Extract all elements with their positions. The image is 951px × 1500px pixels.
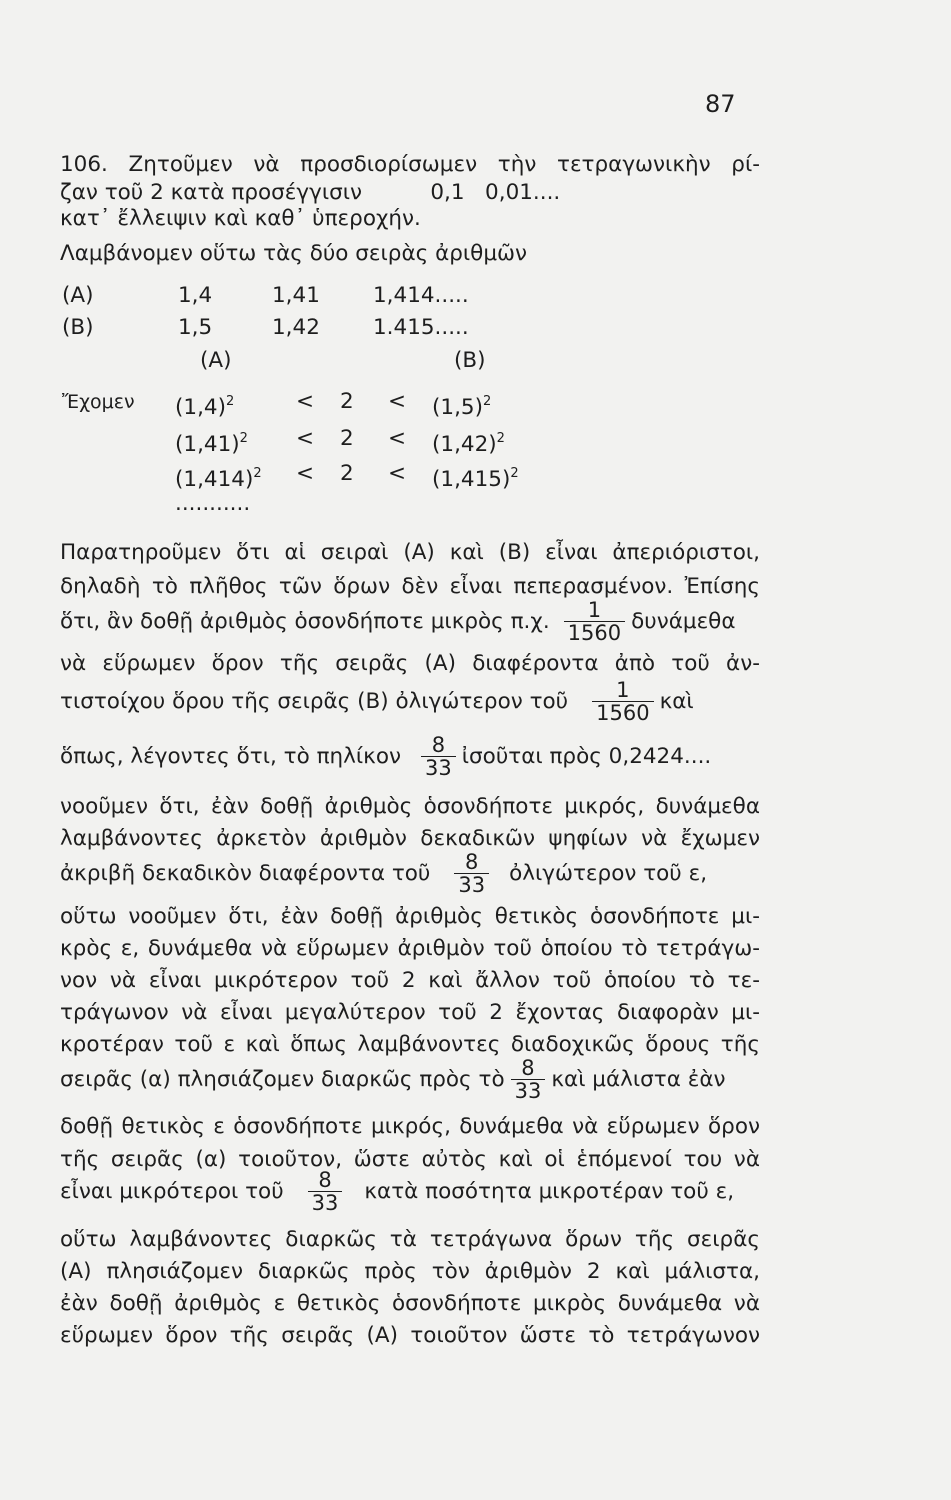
text-line	[60, 733, 760, 781]
fraction	[421, 735, 456, 779]
text-line: νὰ εὕρωμεν ὅρον τῆς σειρᾶς (A) διαφέροντα ἀπὸ τοῦ ἀν-	[60, 651, 760, 676]
text-line: Λαμβάνομεν οὕτω τὰς δύο σειρὰς ἀριθμῶν	[60, 241, 528, 266]
fraction-denominator: 33	[308, 1191, 343, 1214]
fraction	[564, 600, 625, 644]
text-line: (A) πλησιάζομεν διαρκῶς πρὸς τὸν ἀριθμὸν 2 καὶ μάλιστα,	[60, 1259, 760, 1284]
number-two: 2	[340, 461, 354, 486]
fraction-denominator: 33	[511, 1079, 546, 1102]
compare-right: $(1,5)^2$	[432, 394, 492, 420]
text-segment: καὶ μάλιστα ἐὰν	[551, 1067, 726, 1092]
fraction-numerator: 1	[616, 678, 630, 702]
text-line: λαμβάνοντες ἀρκετὸν ἀριθμὸν δεκαδικῶν ψηφίων νὰ ἔχωμεν	[60, 826, 760, 851]
text-line: νον νὰ εἶναι μικρότερον τοῦ 2 καὶ ἄλλον τοῦ ὁποίου τὸ τε-	[60, 968, 760, 993]
text-line: ἐὰν δοθῇ ἀριθμὸς ε θετικὸς ὁσονδήποτε μικρὸς δυνάμεθα νὰ	[60, 1291, 760, 1316]
continuation-dots: ...........	[175, 491, 251, 516]
text-segment: καὶ	[659, 689, 694, 714]
text-line	[60, 676, 760, 728]
text-line: κρὸς ε, δυνάμεθα νὰ εὕρωμεν ἀριθμὸν τοῦ ὁποίου τὸ τετράγω-	[60, 936, 760, 961]
number-two: 2	[340, 389, 354, 414]
less-than: <	[296, 461, 315, 486]
series-b-value: 1.415.....	[373, 315, 469, 340]
compare-left: $(1,4)^2$	[175, 394, 235, 420]
text-segment: τιστοίχου ὅρου τῆς σειρᾶς (B) ὀλιγώτερον τοῦ	[60, 689, 569, 714]
text-segment: ἰσοῦται πρὸς 0,2424....	[461, 744, 712, 769]
fraction-denominator: 1560	[564, 621, 625, 644]
lead-word: Ἔχομεν	[62, 391, 135, 413]
text-segment: σειρᾶς (α) πλησιάζομεν διαρκῶς πρὸς τὸ	[60, 1067, 505, 1092]
text-line: κατ᾽ ἔλλειψιν καὶ καθ᾽ ὑπεροχήν.	[60, 206, 421, 231]
less-than: <	[296, 389, 315, 414]
text-segment: κατὰ ποσότητα μικροτέραν τοῦ ε,	[364, 1179, 735, 1204]
text-line: οὕτω νοοῦμεν ὅτι, ἐὰν δοθῇ ἀριθμὸς θετικὸς ὁσονδήποτε μι-	[60, 904, 760, 929]
less-than: <	[388, 389, 407, 414]
less-than: <	[296, 426, 315, 451]
text-line	[60, 1056, 760, 1104]
fraction-denominator: 33	[454, 873, 489, 896]
text-segment: εἶναι μικρότεροι τοῦ	[60, 1179, 284, 1204]
fraction-denominator: 33	[421, 756, 456, 779]
fraction-numerator: 8	[431, 733, 446, 757]
text-line: κροτέραν τοῦ ε καὶ ὅπως λαμβάνοντες διαδοχικῶς ὅρους τῆς	[60, 1032, 760, 1057]
text-line: τράγωνον νὰ εἶναι μεγαλύτερον τοῦ 2 ἔχοντας διαφορὰν μι-	[60, 1000, 760, 1025]
series-a-value: 1,414.....	[373, 283, 469, 308]
compare-left: $(1,41)^2$	[175, 431, 248, 457]
fraction-numerator: 8	[521, 1056, 535, 1080]
series-a-label: (A)	[62, 283, 94, 308]
text-segment: ὅτι, ἂν δοθῇ ἀριθμὸς ὁσονδήποτε μικρὸς π.χ.	[60, 609, 550, 634]
text-line: τῆς σειρᾶς (α) τοιοῦτον, ὥστε αὐτὸς καὶ οἱ ἑπόμενοί του νὰ	[60, 1147, 760, 1172]
less-than: <	[388, 426, 407, 451]
text-line: δηλαδὴ τὸ πλῆθος τῶν ὅρων δὲν εἶναι πεπερασμένον. Ἐπίσης	[60, 574, 760, 599]
text-line: 106. Ζητοῦμεν νὰ προσδιορίσωμεν τὴν τετραγωνικὴν ρί-	[60, 152, 760, 177]
text-line: εὕρωμεν ὅρον τῆς σειρᾶς (A) τοιοῦτον ὥστε τὸ τετράγωνον	[60, 1323, 760, 1348]
series-a-value: 1,4	[178, 283, 213, 308]
fraction-numerator: 8	[465, 850, 479, 874]
series-b-value: 1,5	[178, 315, 213, 340]
less-than: <	[388, 461, 407, 486]
text-line: δοθῇ θετικὸς ε ὁσονδήποτε μικρός, δυνάμεθα νὰ εὕρωμεν ὅρον	[60, 1114, 760, 1139]
fraction-numerator: 1	[587, 598, 602, 622]
series-b-value: 1,42	[272, 315, 320, 340]
compare-left: $(1,414)^2$	[175, 466, 262, 492]
text-segment: ὀλιγώτερον τοῦ ε,	[509, 861, 708, 886]
number-two: 2	[340, 426, 354, 451]
series-a-value: 1,41	[272, 283, 320, 308]
text-segment: δυνάμεθα	[631, 609, 736, 634]
text-line	[60, 850, 760, 898]
text-segment: ὅπως, λέγοντες ὅτι, τὸ πηλίκον	[60, 744, 402, 769]
text-segment: ἀκριβῆ δεκαδικὸν διαφέροντα τοῦ	[60, 861, 431, 886]
text-line: ζαν τοῦ 2 κατὰ προσέγγισιν 0,1 0,01....	[60, 180, 561, 205]
text-line	[60, 1168, 760, 1216]
page-number: 87	[705, 90, 736, 118]
series-b-label: (B)	[62, 315, 94, 340]
fraction	[511, 1058, 546, 1102]
text-line: νοοῦμεν ὅτι, ἐὰν δοθῇ ἀριθμὸς ὁσονδήποτε μικρός, δυνάμεθα	[60, 794, 760, 819]
fraction	[454, 852, 489, 896]
column-head-a: (A)	[200, 348, 232, 373]
compare-right: $(1,42)^2$	[432, 431, 505, 457]
text-line: οὕτω λαμβάνοντες διαρκῶς τὰ τετράγωνα ὅρων τῆς σειρᾶς	[60, 1227, 760, 1252]
fraction-denominator: 1560	[592, 701, 653, 724]
text-line: Παρατηροῦμεν ὅτι αἱ σειραὶ (A) καὶ (B) εἶναι ἀπεριόριστοι,	[60, 540, 760, 565]
fraction	[308, 1170, 343, 1214]
text-line	[60, 598, 760, 646]
compare-right: $(1,415)^2$	[432, 466, 519, 492]
fraction	[592, 680, 653, 724]
fraction-numerator: 8	[318, 1168, 332, 1192]
column-head-b: (B)	[454, 348, 486, 373]
